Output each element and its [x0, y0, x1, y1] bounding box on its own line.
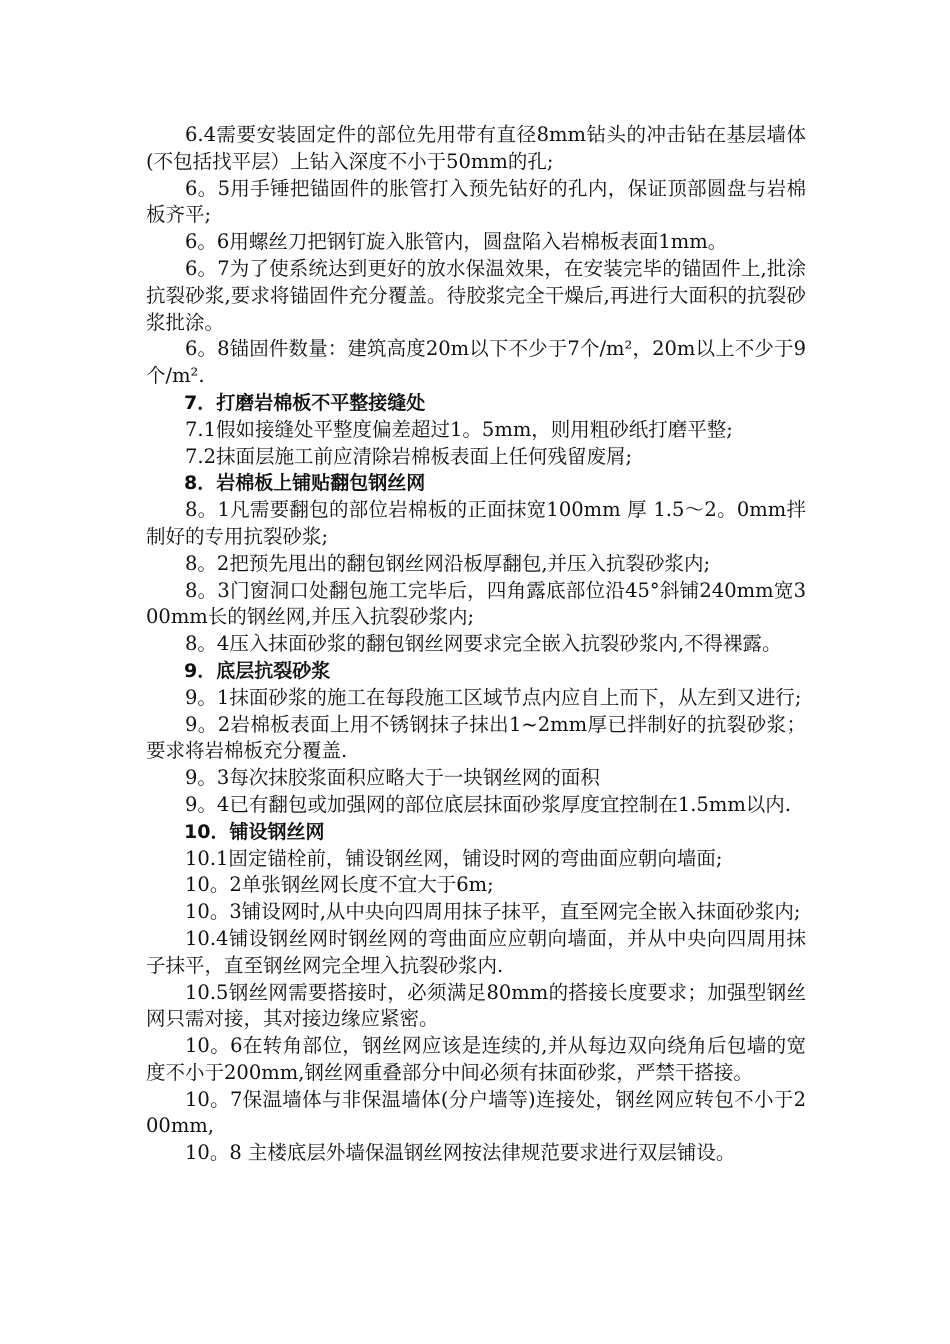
paragraph-6-7: 6。7为了使系统达到更好的放水保温效果，在安装完毕的锚固件上,批涂抗裂砂浆,要求将锚固件充分覆盖。待胶浆完全干燥后,再进行大面积的抗裂砂浆批涂。	[146, 256, 806, 334]
paragraph-10-1: 10.1固定锚栓前，铺设钢丝网，铺设时网的弯曲面应朝向墙面;	[185, 846, 723, 870]
paragraph-8-2: 8。2把预先甩出的翻包钢丝网沿板厚翻包,并压入抗裂砂浆内;	[185, 551, 711, 575]
paragraph-10-2: 10。2单张钢丝网长度不宜大于6m;	[185, 873, 494, 897]
paragraph-10-3: 10。3铺设网时,从中央向四周用抹子抹平，直至网完全嵌入抹面砂浆内;	[185, 900, 801, 924]
section-heading-10: 10．铺设钢丝网	[184, 820, 325, 843]
section-heading-7: 7．打磨岩棉板不平整接缝处	[184, 391, 426, 414]
paragraph-9-4: 9。4已有翻包或加强网的部位底层抹面砂浆厚度宜控制在1.5mm以内.	[185, 792, 792, 816]
paragraph-9-3: 9。3每次抹胶浆面积应略大于一块钢丝网的面积	[185, 766, 600, 790]
paragraph-8-4: 8。4压入抹面砂浆的翻包钢丝网要求完全嵌入抗裂砂浆内,不得裸露。	[185, 632, 782, 656]
document-body	[146, 122, 806, 1167]
section-heading-9: 9．底层抗裂砂浆	[184, 659, 331, 682]
paragraph-6-8: 6。8锚固件数量：建筑高度20m以下不少于7个/m²，20m以上不少于9个/m².	[146, 337, 806, 388]
paragraph-6-5: 6。5用手锤把锚固件的胀管打入预先钻好的孔内，保证顶部圆盘与岩棉板齐平;	[146, 176, 806, 227]
paragraph-10-8: 10。8 主楼底层外墙保温钢丝网按法律规范要求进行双层铺设。	[185, 1141, 736, 1165]
paragraph-10-6: 10。6在转角部位，钢丝网应该是连续的,并从每边双向绕角后包墙的宽度不小于200mm,钢丝网重叠部分中间必须有抹面砂浆，严禁干搭接。	[146, 1034, 806, 1084]
paragraph-8-1: 8。1凡需要翻包的部位岩棉板的正面抹宽100mm 厚 1.5～2。0mm拌制好的专用抗裂砂浆;	[146, 498, 806, 548]
paragraph-7-2: 7.2抹面层施工前应清除岩棉板表面上任何残留废屑;	[185, 444, 633, 468]
paragraph-10-4: 10.4铺设钢丝网时钢丝网的弯曲面应应朝向墙面，并从中央向四周用抹子抹平，直至钢丝网完全埋入抗裂砂浆内.	[146, 926, 806, 977]
paragraph-8-3: 8。3门窗洞口处翻包施工完毕后，四角露底部位沿45°斜铺240mm宽300mm长的钢丝网,并压入抗裂砂浆内;	[146, 578, 806, 629]
paragraph-9-1: 9。1抹面砂浆的施工在每段施工区域节点内应自上而下，从左到又进行;	[185, 685, 802, 709]
paragraph-10-5: 10.5钢丝网需要搭接时，必须满足80mm的搭接长度要求；加强型钢丝网只需对接，其对接边缘应紧密。	[146, 980, 806, 1031]
section-heading-8: 8．岩棉板上铺贴翻包钢丝网	[184, 472, 426, 495]
paragraph-6-4: 6.4需要安装固定件的部位先用带有直径8mm钻头的冲击钻在基层墙体(不包括找平层）上钻入深度不小于50mm的孔;	[146, 123, 806, 173]
paragraph-7-1: 7.1假如接缝处平整度偏差超过1。5mm，则用粗砂纸打磨平整;	[185, 417, 733, 441]
paragraph-6-6: 6。6用螺丝刀把钢钉旋入胀管内，圆盘陷入岩棉板表面1mm。	[185, 230, 728, 254]
paragraph-10-7: 10。7保温墙体与非保温墙体(分户墙等)连接处，钢丝网应转包不小于200mm,	[146, 1087, 806, 1138]
paragraph-9-2: 9。2岩棉板表面上用不锈钢抹子抹出1~2mm厚已拌制好的抗裂砂浆；要求将岩棉板充分覆盖.	[146, 712, 806, 763]
